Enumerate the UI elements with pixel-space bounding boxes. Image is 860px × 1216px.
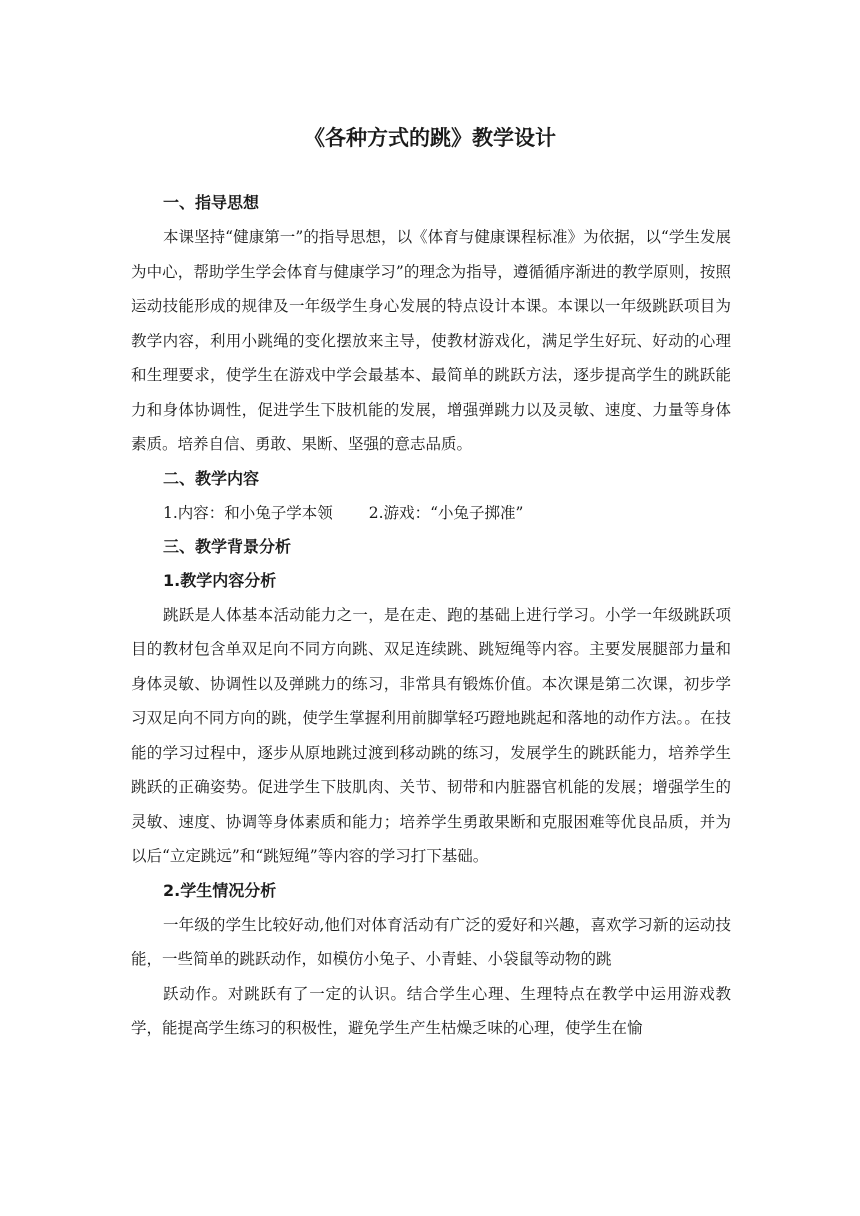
document-title: 《各种方式的跳》教学设计 — [304, 126, 556, 150]
student-analysis-paragraph-a: 一年级的学生比较好动,他们对体育活动有广泛的爱好和兴趣，喜欢学习新的运动技能，一些简单的跳跃动作，如模仿小兔子、小青蛙、小袋鼠等动物的跳 — [131, 915, 731, 968]
teaching-content-item-1: 1.内容：和小兔子学本领 — [163, 503, 333, 522]
document-body — [131, 186, 731, 1046]
content-analysis-paragraph: 跳跃是人体基本活动能力之一，是在走、跑的基础上进行学习。小学一年级跳跃项目的教材包含单双足向不同方向跳、双足连续跳、跳短绳等内容。主要发展腿部力量和身体灵敏、协调性以及弹跳力的练习，非常具有锻炼价值。本次课是第二次课，初步学习双足向不同方向的跳，使学生掌握利用前脚掌轻巧蹬地跳起和落地的动作方法。。在技能的学习过程中，逐步从原地跳过渡到移动跳的练习，发展学生的跳跃能力，培养学生跳跃的正确姿势。促进学生下肢肌肉、关节、韧带和内脏器官机能的发展；增强学生的灵敏、速度、协调等身体素质和能力；培养学生勇敢果断和克服困难等优良品质，并为以后“立定跳远”和“跳短绳”等内容的学习打下基础。 — [131, 605, 731, 865]
section-heading-background-analysis: 三、教学背景分析 — [163, 536, 292, 556]
teaching-content-items — [131, 496, 731, 530]
section-heading-guiding-thought: 一、指导思想 — [163, 193, 260, 212]
teaching-content-item-2: 2.游戏：“小兔子掷准” — [368, 503, 524, 522]
section-heading-teaching-content: 二、教学内容 — [163, 468, 260, 488]
guiding-thought-paragraph: 本课坚持“健康第一”的指导思想，以《体育与健康课程标准》为依据，以“学生发展为中心，帮助学生学会体育与健康学习”的理念为指导，遵循循序渐进的教学原则，按照运动技能形成的规律及一年级学生身心发展的特点设计本课。本课以一年级跳跃项目为教学内容，利用小跳绳的变化摆放来主导，使教材游戏化，满足学生好玩、好动的心理和生理要求，使学生在游戏中学会最基本、最简单的跳跃方法，逐步提高学生的跳跃能力和身体协调性，促进学生下肢机能的发展，增强弹跳力以及灵敏、速度、力量等身体素质。培养自信、勇敢、果断、坚强的意志品质。 — [131, 228, 731, 453]
subsection-heading-content-analysis: 1.教学内容分析 — [163, 570, 277, 590]
subsection-heading-student-analysis: 2.学生情况分析 — [163, 880, 277, 900]
student-analysis-paragraph-b: 跃动作。对跳跃有了一定的认识。结合学生心理、生理特点在教学中运用游戏教学，能提高学生练习的积极性，避免学生产生枯燥乏味的心理，使学生在愉 — [131, 984, 731, 1037]
